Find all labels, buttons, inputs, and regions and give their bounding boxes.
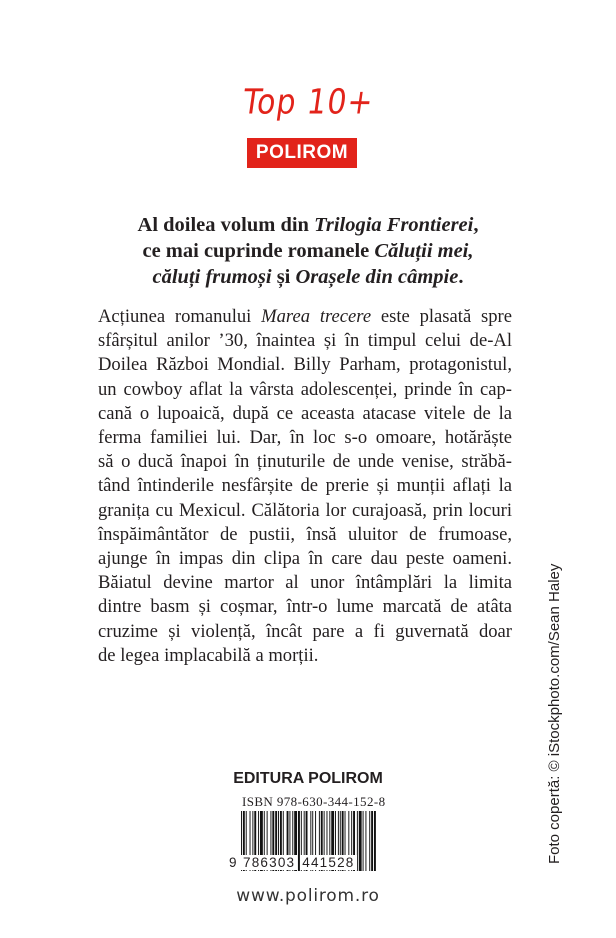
isbn-label: ISBN 978-630-344-152-8 <box>242 794 386 809</box>
description-line: ferma familiei lui. Dar, în loc s-o omoare, hotărăște <box>98 427 512 449</box>
summary-text: și <box>271 266 296 288</box>
novel-title: Marea trecere <box>261 306 372 327</box>
series-logo: Top 10+ <box>240 82 377 123</box>
volume-summary <box>0 212 616 290</box>
description-line: tând întinderile nesfârșite de prerie și munții aflați la <box>98 475 512 497</box>
description-line: ajunge în impas din clipa în care dau peste oameni. <box>98 548 512 570</box>
footer-publisher: EDITURA POLIROM <box>233 770 383 787</box>
publisher-badge: POLIROM <box>247 138 357 168</box>
barcode-group-left: 786303 <box>243 854 296 870</box>
summary-line-2 <box>0 238 616 264</box>
barcode-digits <box>229 853 381 871</box>
summary-text: , <box>473 214 479 236</box>
description-line: Doilea Război Mondial. Billy Parham, protagonistul, <box>98 354 512 376</box>
book-description <box>98 305 512 668</box>
barcode-lead-digit: 9 <box>229 854 237 870</box>
description-line: cruzime și violență, încât pare a fi guvernată doar <box>98 620 512 642</box>
novel-title: căluți frumoși <box>152 266 272 288</box>
novel-title: Căluții mei, <box>374 240 474 262</box>
novel-title: Orașele din câmpie <box>295 266 459 288</box>
summary-line-3 <box>0 264 616 290</box>
description-line: să o ducă înapoi în ținuturile de unde venise, străbă- <box>98 451 512 473</box>
summary-text: Al doilea volum din <box>137 214 315 236</box>
description-line: înspăimântător de pustii, însă uluitor de frumoase, <box>98 523 512 545</box>
description-line: granița cu Mexicul. Călătoria lor curajoasă, prin locuri <box>98 499 512 521</box>
summary-text: ce mai cuprinde romanele <box>142 240 375 262</box>
description-line: Băiatul devine martor al unor întâmplări la limita <box>98 572 512 594</box>
barcode-group-right: 441528 <box>302 854 355 870</box>
description-line: cană o lupoaică, după ce aceasta atacase vitele de la <box>98 402 512 424</box>
description-line: de legea implacabilă a morții. <box>98 644 319 666</box>
trilogy-title: Trilogia Frontierei <box>314 214 474 236</box>
description-line <box>98 305 512 329</box>
summary-line-1 <box>0 212 616 238</box>
description-line: un cowboy aflat la vârsta adolescenței, prinde în cap- <box>98 378 512 400</box>
description-line: dintre basm și coșmar, într-o lume marcată de atâta <box>98 596 512 618</box>
summary-text: . <box>458 266 464 288</box>
series-header <box>0 82 616 123</box>
photo-credit: Foto copertă: © iStockphoto.com/Sean Haley <box>546 563 563 864</box>
description-line: sfârșitul anilor ’30, înaintea și în timpul celui de-Al <box>98 330 512 352</box>
description-text: este plasată spre <box>371 306 512 327</box>
publisher-website: www.polirom.ro <box>236 886 380 906</box>
description-text: Acțiunea romanului <box>98 306 262 327</box>
